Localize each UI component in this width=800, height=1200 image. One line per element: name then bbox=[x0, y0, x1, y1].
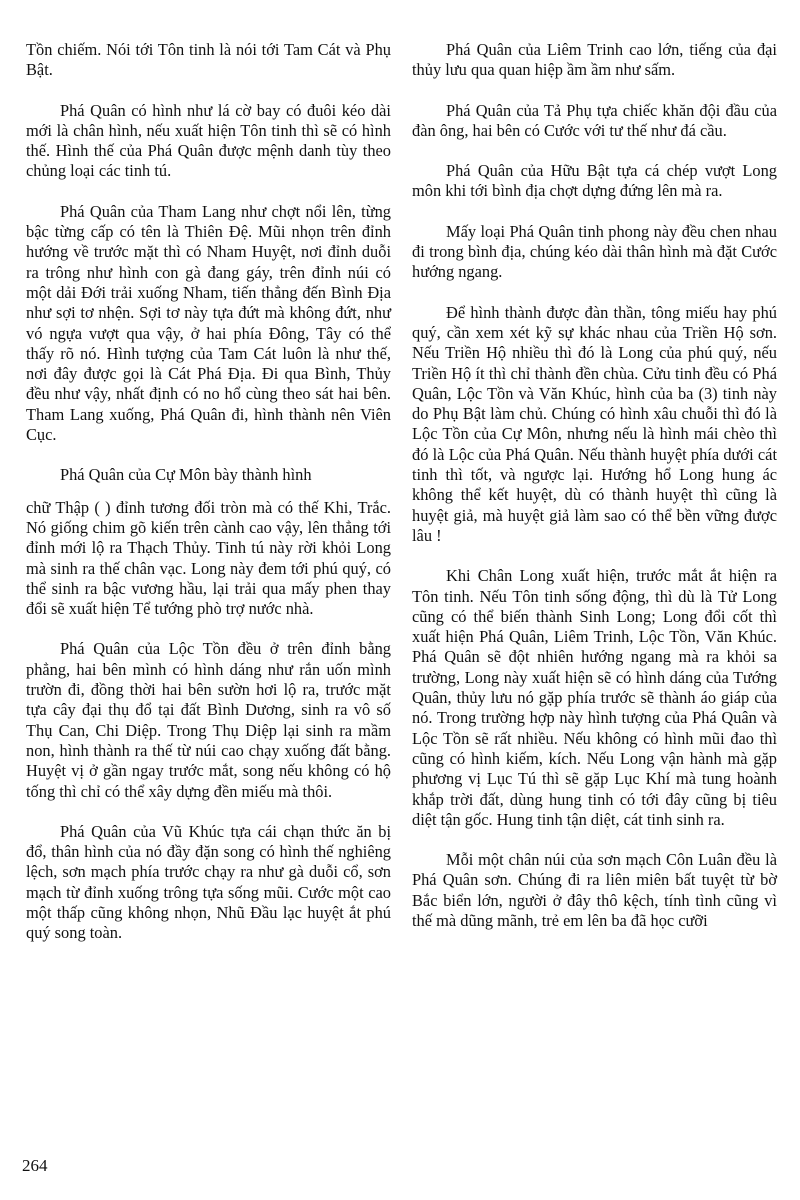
page-number: 264 bbox=[22, 1156, 48, 1175]
paragraph: Để hình thành được đàn thần, tông miếu hay phú quý, cần xem xét kỹ sự khác nhau của Triền Hộ sơn. Nếu Triền Hộ nhiều thì đó là Long của phú quý, nếu Triền Hộ ít thì chỉ thành đền chùa. Cửu tinh đều có Phá Quân, Lộc Tồn và Văn Khúc, hình của ba (3) tinh này do Phụ Bật làm chủ. Chúng có hình xâu chuỗi thì đó là Lộc Tồn của Cự Môn, nhưng nếu là hình mái chèo thì đó là Lộc của Phá Quân. Nếu thành huyệt phía dưới cát tinh thì tốt, và ngược lại. Hướng hổ Long hung ác không thể kết huyệt, dù có thành huyệt thì cũng là huyệt giả, mà huyệt giả làm sao có thể bền vững được lâu ! bbox=[412, 302, 777, 545]
paragraph: Phá Quân có hình như lá cờ bay có đuôi kéo dài mới là chân hình, nếu xuất hiện Tôn tinh thì sẽ có hình thế. Hình thế của Phá Quân được mệnh danh tùy theo chủng loại các tinh tú. bbox=[26, 100, 391, 181]
paragraph: Phá Quân của Liêm Trinh cao lớn, tiếng của đại thủy lưu qua quan hiệp ầm ầm như sấm. bbox=[412, 40, 777, 80]
paragraph: Tồn chiếm. Nói tới Tôn tinh là nói tới Tam Cát và Phụ Bật. bbox=[26, 40, 391, 80]
paragraph: Mỗi một chân núi của sơn mạch Côn Luân đều là Phá Quân sơn. Chúng đi ra liên miên bất tuyệt từ bờ Bắc biển lớn, người ở đây thô kệch, tính tình cũng vì thế mà dũng mãnh, trẻ em lên ba đã học cưỡi bbox=[412, 850, 777, 930]
paragraph: Phá Quân của Tả Phụ tựa chiếc khăn đội đầu của đàn ông, hai bên có Cước với tư thế như đá cầu. bbox=[412, 100, 777, 140]
left-column bbox=[26, 40, 391, 964]
paragraph: Phá Quân của Hữu Bật tựa cá chép vượt Long môn khi tới bình địa chợt dựng đứng lên mà ra. bbox=[412, 161, 777, 201]
paragraph: Phá Quân của Cự Môn bày thành hình bbox=[60, 465, 312, 485]
paragraph: Phá Quân của Tham Lang như chợt nổi lên, từng bậc từng cấp có tên là Thiên Đệ. Mũi nhọn trên đỉnh hướng về trước mặt thì có Nham Huyệt, nơi đỉnh duỗi ra trông như hình con gà đang gáy, trên đỉnh núi có một dải Đới trải xuống Nham, tiến thẳng đến Bình Địa như sợi tơ nhện. Sợi tơ này tựa đứt mà không đứt, như vó ngựa vượt qua vậy, ở hai phía Đông, Tây có thể thấy rõ nó. Hình tượng của Tam Cát luôn là như thế, nơi đây được gọi là Cát Phá Địa. Đi qua Bình, Thủy đều như vậy, nhất định có no hổ cùng theo sát hai bên. Tham Lang xuống, Phá Quân đi, hình thành nên Viên Cục. bbox=[26, 201, 391, 445]
paragraph: chữ Thập ( ) đỉnh tương đối tròn mà có thế Khi, Trắc. Nó giống chim gõ kiến trên cành cao vậy, lên thẳng tới đỉnh mới lộ ra Thạch Thủy. Tinh tú này rời khỏi Long mà sinh ra thế chân vạc. Long này đem tới phú quý, có thể sinh ra bậc vương hầu, lại trải qua mấy phen thay đổi sẽ xuất hiện Tể tướng phò trợ nước nhà. bbox=[26, 497, 391, 619]
paragraph: Mấy loại Phá Quân tinh phong này đều chen nhau đi trong bình địa, chúng kéo dài thân hình mà đặt Cước hướng ngang. bbox=[412, 221, 777, 282]
paragraph: Phá Quân của Lộc Tồn đều ở trên đỉnh bằng phẳng, hai bên mình có hình dáng như rắn uốn mình trườn đi, đồng thời hai bên sườn hơi lộ ra, trước mặt tựa cây đại thụ đổ tại đất Bình Dương, sinh ra vô số Thụ Can, Chi Diệp. Trong Thụ Diệp lại sinh ra mầm non, hình thành ra thế từ núi cao chạy xuống đất bằng. Huyệt vị ở gần ngay trước mắt, song nếu không có hộ tống thì chỉ có thể xây dựng đền miếu mà thôi. bbox=[26, 639, 391, 801]
paragraph: Khi Chân Long xuất hiện, trước mắt ắt hiện ra Tôn tinh. Nếu Tôn tinh sống động, thì dù là Tử Long cũng có thể biến thành Sinh Long; Long đổi cốt thì xuất hiện Phá Quân, Liêm Trinh, Lộc Tồn, Văn Khúc. Phá Quân sẽ đột nhiên hướng ngang mà ra khỏi sa trường, Long này xuất hiện sẽ có hình dáng của Tướng Quân, thủy lưu nó gặp phía trước sẽ thành áo giáp của nó. Trong trường hợp này hình tượng của Phá Quân và Lộc Tồn sẽ rất nhiều. Nếu không có hình mũi đao thì cũng có hình kiếm, kích. Nếu Long vận hành mà gặp phương vị Lục Tú thì sẽ gặp Lục Khí mà tung hoành khắp trời đất, dùng hung tinh có tới đây cũng bị tiêu diệt tận gốc. Hung tinh tận diệt, cát tinh sinh ra. bbox=[412, 566, 777, 829]
right-column bbox=[412, 40, 777, 951]
paragraph: Phá Quân của Vũ Khúc tựa cái chạn thức ăn bị đổ, thân hình của nó đầy đặn song có hình thế nghiêng lệch, sơn mạch phía trước chạy ra như gà duỗi cổ, sơn mạch từ đỉnh xuống trông tựa sống mũi. Cước một cao một thấp cũng không nhọn, Nhũ Đầu lạc huyệt ắt phú quý song toàn. bbox=[26, 821, 391, 943]
